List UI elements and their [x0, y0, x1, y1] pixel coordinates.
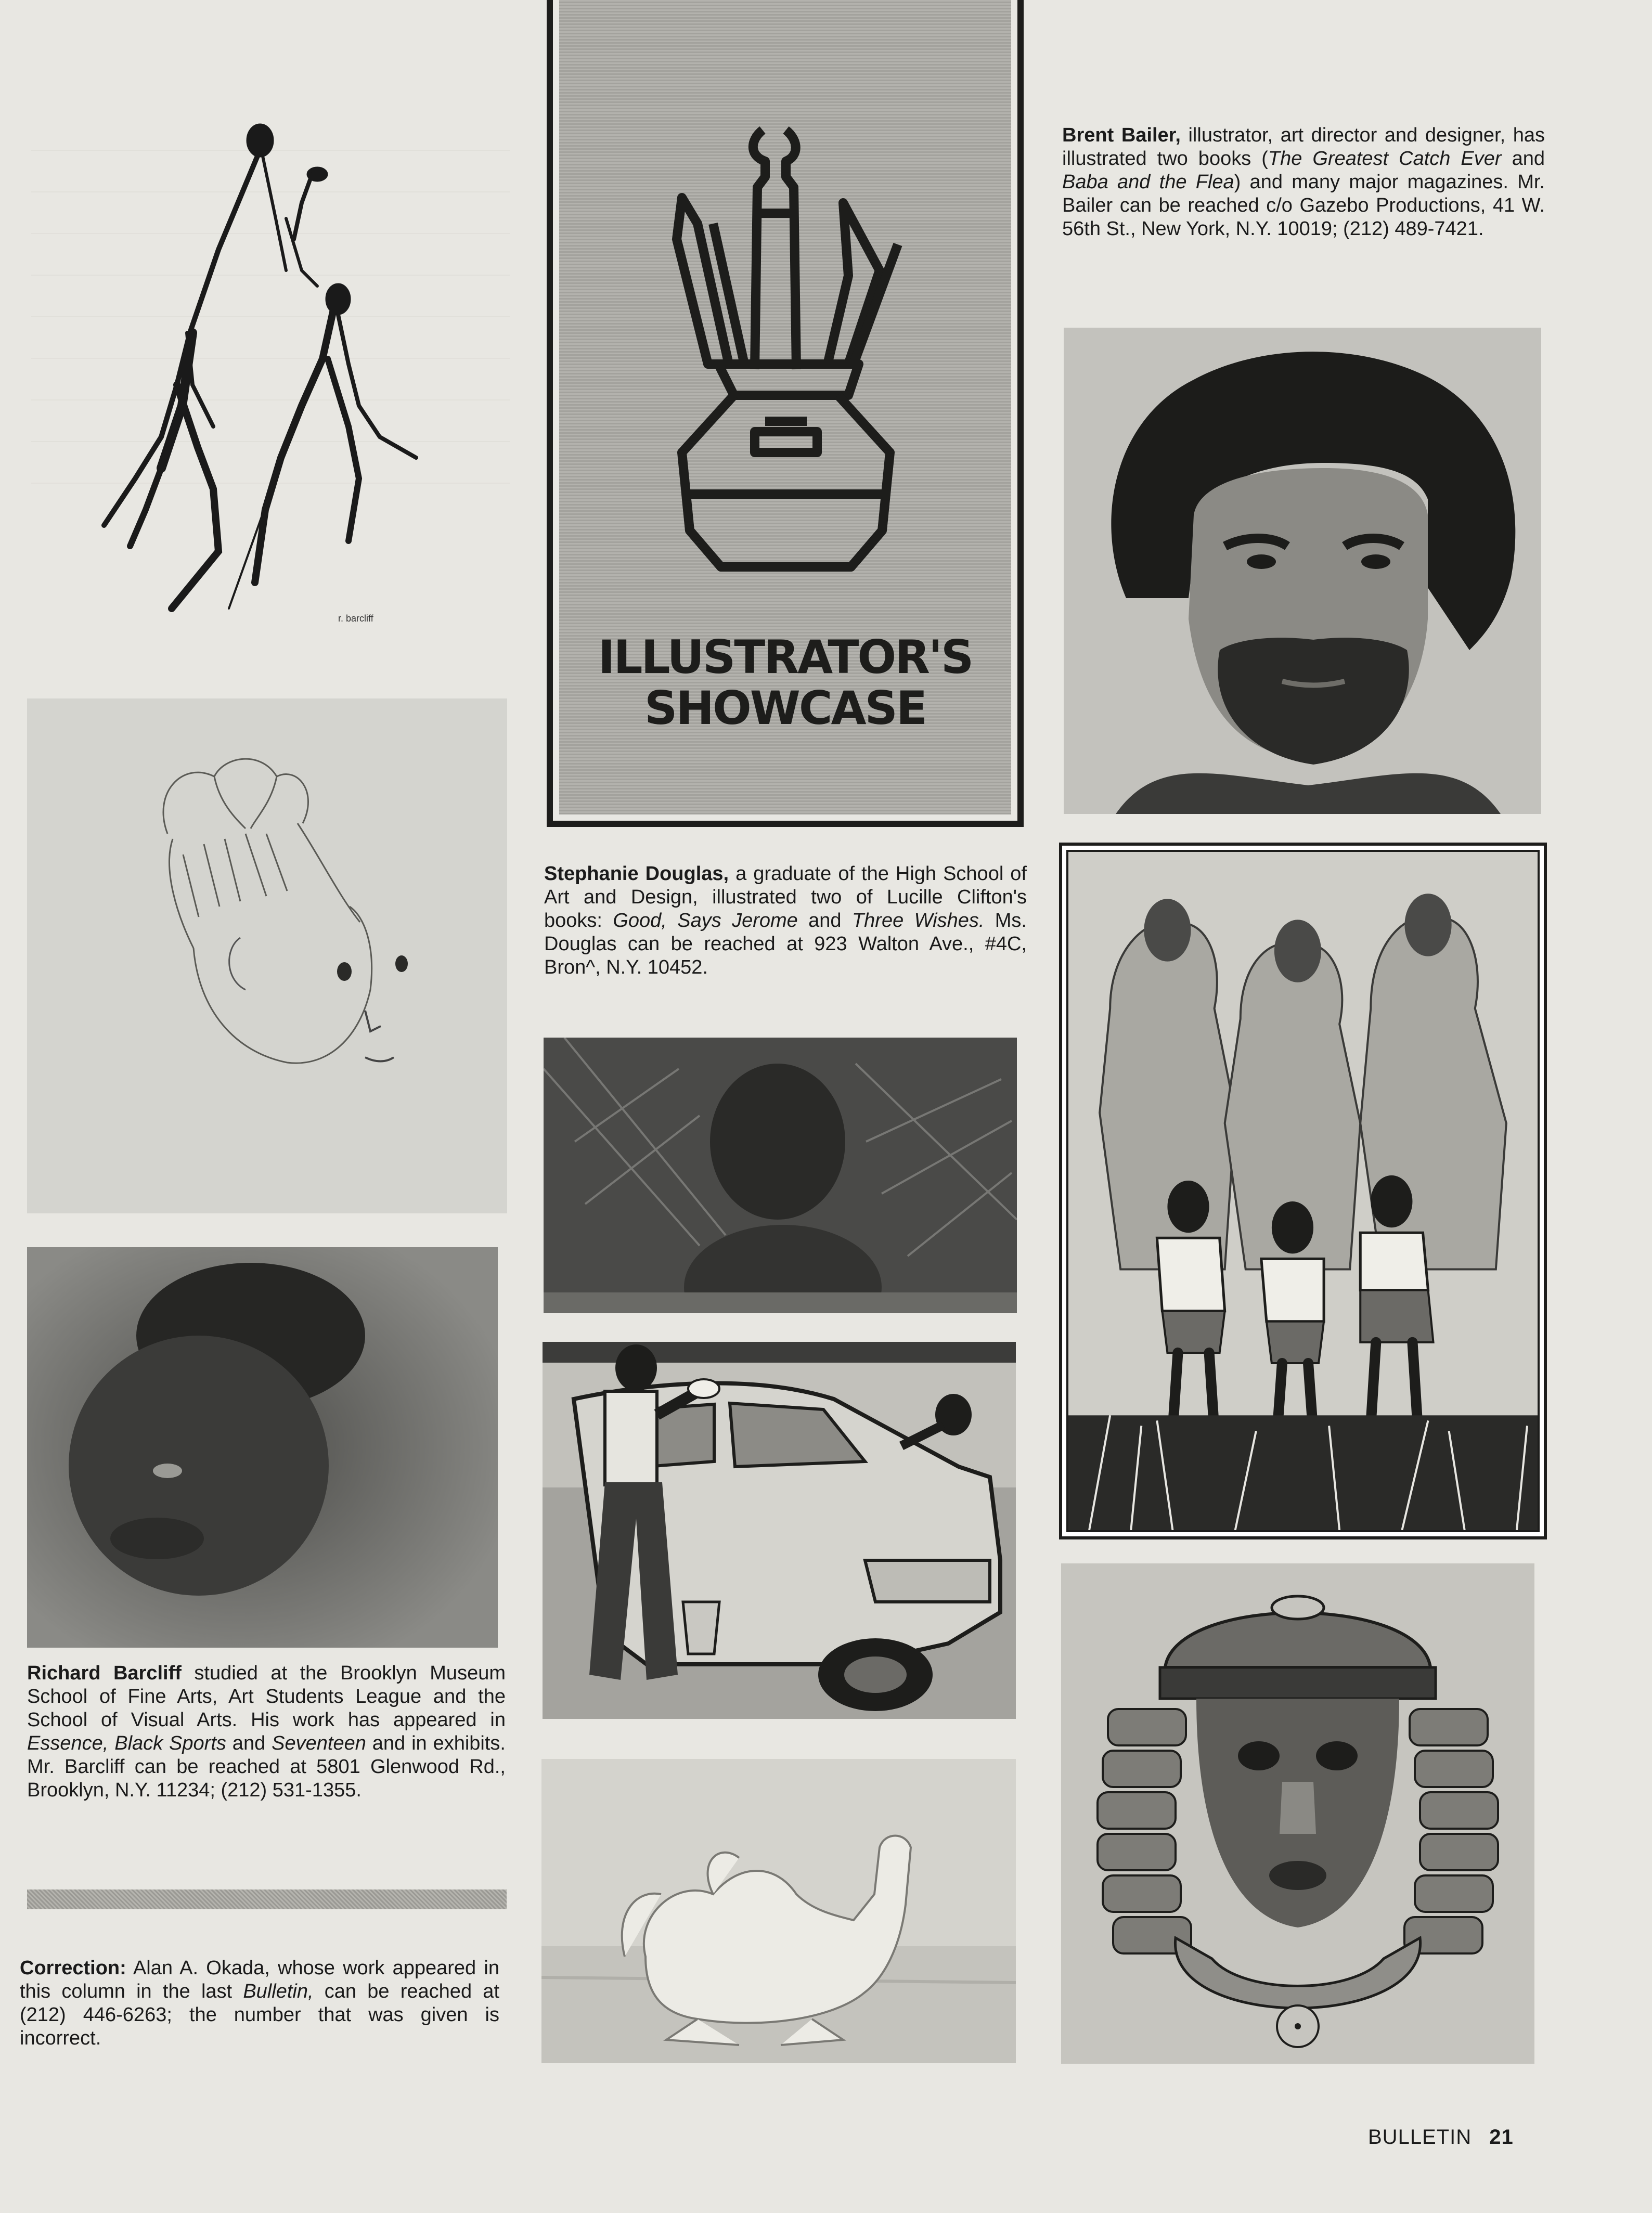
footer-publication: BULLETIN	[1368, 2126, 1472, 2149]
douglas-photo	[544, 1038, 1017, 1313]
headdress-illustration	[1061, 1563, 1534, 2064]
bailer-photo	[1064, 328, 1541, 814]
douglas-bio: Stephanie Douglas, a graduate of the High School of Art and Design, illustrated two of Lucille Clifton's books: Good, Says Jerome and Three Wishes. Ms. Douglas can be reached at 923 Walton Ave., #4C, Bron^, N.Y. 10452.	[544, 863, 1027, 978]
figure-drawing	[57, 114, 463, 635]
maasai-illustration	[1068, 852, 1538, 1530]
pencil-cup-icon	[661, 120, 911, 598]
car-wash-illustration	[543, 1342, 1016, 1719]
page-footer	[1368, 2126, 1514, 2149]
maasai-illustration-frame	[1059, 843, 1547, 1539]
bailer-bio: Brent Bailer, illustrator, art director and designer, has illustrated two books (The Greatest Catch Ever and Baba and the Flea) and many major magazines. Mr. Bailer can be reached c/o Gazebo Productions, 41 W. 56th St., New York, N.Y. 10019; (212) 489-7421.	[1062, 124, 1545, 240]
svg-text:r. barcliff: r. barcliff	[338, 613, 373, 624]
page-number: 21	[1489, 2126, 1514, 2149]
camel-illustration	[541, 1759, 1016, 2063]
barcliff-bio: Richard Barcliff studied at the Brooklyn Museum School of Fine Arts, Art Students League and the School of Visual Arts. His work has appeared in Essence, Black Sports and Seventeen and in exhibits. Mr. Barcliff can be reached at 5801 Glenwood Rd., Brooklyn, N.Y. 11234; (212) 531-1355.	[27, 1662, 506, 1801]
showcase-title: ILLUSTRATOR'S SHOWCASE	[598, 630, 973, 735]
barcliff-photo	[27, 1247, 498, 1648]
showcase-banner	[547, 0, 1024, 827]
divider-bar	[27, 1890, 507, 1909]
child-sketch	[27, 698, 507, 1213]
correction-note: Correction: Alan A. Okada, whose work appeared in this column in the last Bulletin, can be reached at (212) 446-6263; the number that was given is incorrect.	[20, 1957, 499, 2049]
